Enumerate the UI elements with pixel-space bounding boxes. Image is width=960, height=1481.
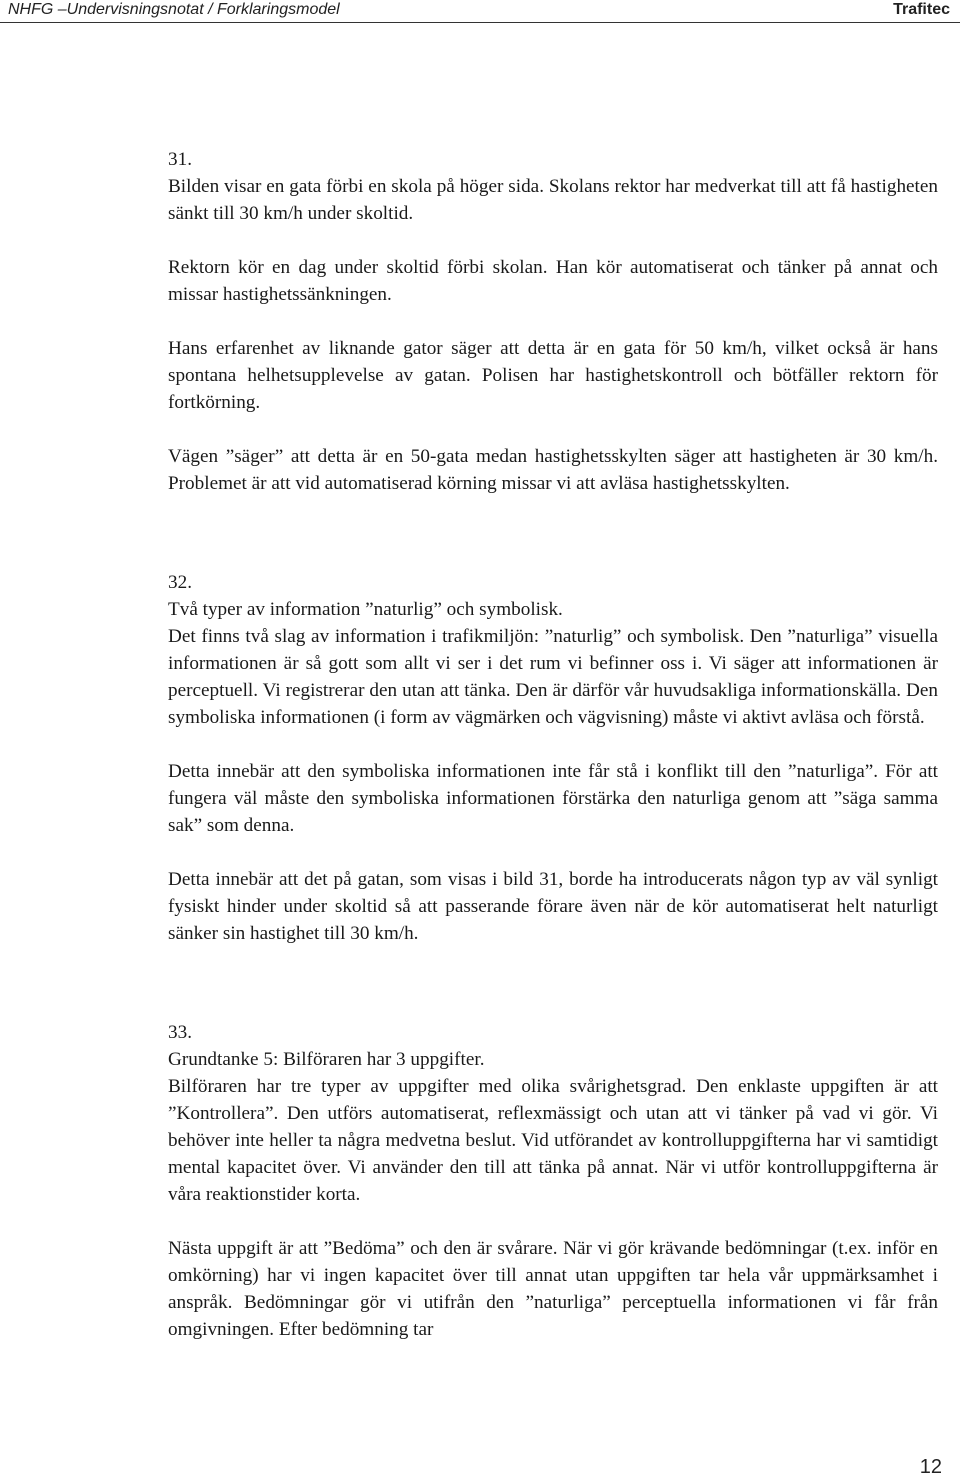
- header-document-title: NHFG –Undervisningsnotat / Forklaringsmodel: [8, 1, 340, 18]
- section-32-number: 32.: [168, 572, 192, 593]
- section-33-title: Grundtanke 5: Bilföraren har 3 uppgifter.: [168, 1049, 485, 1070]
- header-divider: [0, 22, 960, 23]
- section-32-paragraph-2: Detta innebär att den symboliska informationen inte får stå i konflikt till den ”naturliga”. För att fungera väl måste den symboliska informationen förstärka den naturliga genom att ”säga samma sak” som denna.: [168, 761, 938, 836]
- section-33-paragraph-1: Bilföraren har tre typer av uppgifter med olika svårighetsgrad. Den enklaste uppgiften är att ”Kontrollera”. Den utförs automatiserat, reflexmässigt och utan att vi tänker på vad vi gör. Vi behöver inte heller ta några medvetna beslut. Vid utförandet av kontrolluppgifterna har vi samtidigt mental kapacitet över. Vi använder den till att tänka på annat. När vi utför kontrolluppgifterna är våra reaktionstider korta.: [168, 1076, 938, 1205]
- document-body: [168, 146, 938, 1343]
- section-32-title: Två typer av information ”naturlig” och symbolisk.: [168, 599, 563, 620]
- section-33-number: 33.: [168, 1022, 192, 1043]
- section-32-paragraph-1: Det finns två slag av information i trafikmiljön: ”naturlig” och symbolisk. Den ”naturliga” visuella informationen är så gott som allt vi ser i det rum vi befinner oss i. Vi säger att informationen är perceptuell. Vi registrerar den utan att tänka. Den är därför vår huvudsakliga informationskälla. Den symboliska informationen (i form av vägmärken och vägvisning) måste vi aktivt avläsa och förstå.: [168, 626, 938, 728]
- header-brand: Trafitec: [893, 1, 950, 18]
- section-31-paragraph-4: Vägen ”säger” att detta är en 50-gata medan hastighetsskylten säger att hastigheten är 30 km/h. Problemet är att vid automatiserad körning missar vi att avläsa hastighetsskylten.: [168, 446, 938, 494]
- section-31-number: 31.: [168, 149, 192, 170]
- section-31-paragraph-3: Hans erfarenhet av liknande gator säger att detta är en gata för 50 km/h, vilket också är hans spontana helhetsupplevelse av gatan. Polisen har hastighetskontroll och bötfäller rektorn för fortkörning.: [168, 338, 938, 413]
- page-number: 12: [919, 1456, 942, 1478]
- page-header: [0, 0, 960, 24]
- section-31-paragraph-2: Rektorn kör en dag under skoltid förbi skolan. Han kör automatiserat och tänker på annat och missar hastighetssänkningen.: [168, 257, 938, 305]
- section-33-paragraph-2: Nästa uppgift är att ”Bedöma” och den är svårare. När vi gör krävande bedömningar (t.ex. inför en omkörning) har vi ingen kapacitet över till annat utan uppgiften tar hela vår uppmärksamhet i anspråk. Bedömningar gör vi utifrån den ”naturliga” perceptuella informationen vi får från omgivningen. Efter bedömning tar: [168, 1238, 938, 1340]
- section-31-paragraph-1: Bilden visar en gata förbi en skola på höger sida. Skolans rektor har medverkat till att få hastigheten sänkt till 30 km/h under skoltid.: [168, 176, 938, 224]
- section-32-paragraph-3: Detta innebär att det på gatan, som visas i bild 31, borde ha introducerats någon typ av väl synligt fysiskt hinder under skoltid så att passerande förare även när de kör automatiserat helt naturligt sänker sin hastighet till 30 km/h.: [168, 869, 938, 944]
